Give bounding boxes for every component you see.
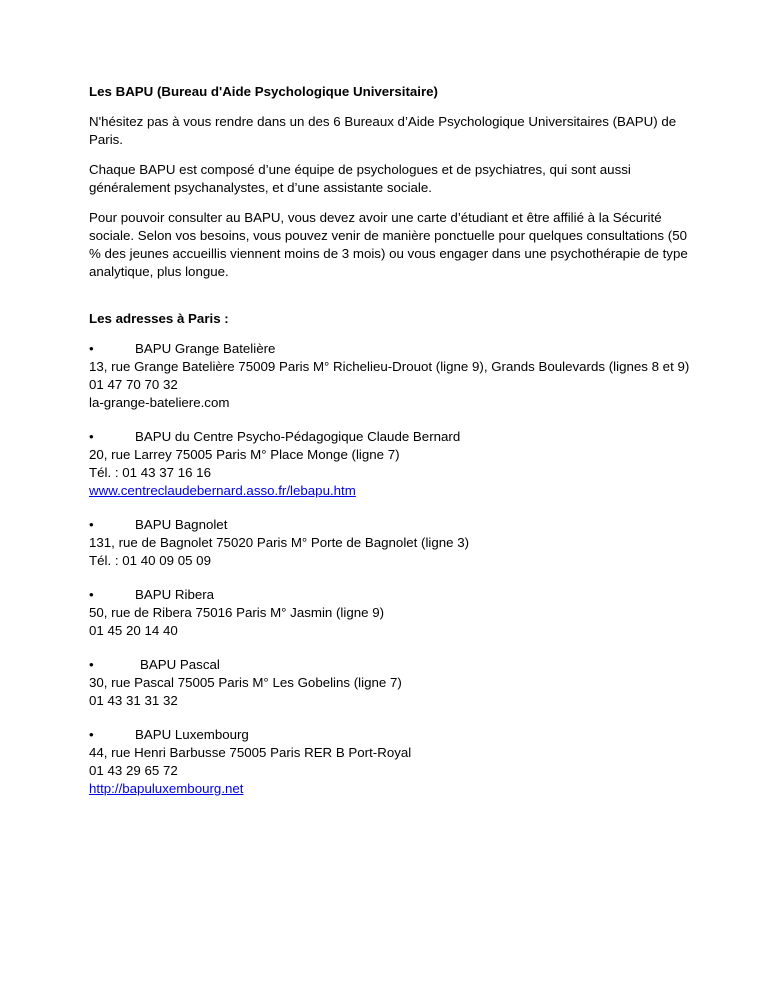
intro-paragraph: N'hésitez pas à vous rendre dans un des 6 Bureaux d’Aide Psychologique Universitaires (BAPU) de Paris. xyxy=(89,114,677,147)
entry-address: 13, rue Grange Batelière 75009 Paris M° Richelieu-Drouot (ligne 9), Grands Boulevards (lignes 8 et 9) xyxy=(89,359,690,374)
address-entry-pascal xyxy=(89,656,689,710)
entry-name: BAPU Grange Batelière xyxy=(135,341,276,356)
bullet-icon: • xyxy=(89,587,94,602)
address-entry-bagnolet xyxy=(89,516,689,570)
team-paragraph: Chaque BAPU est composé d’une équipe de psychologues et de psychiatres, qui sont aussi généralement psychanalystes, et d’une assistante sociale. xyxy=(89,162,631,195)
entry-name: BAPU Bagnolet xyxy=(135,517,228,532)
entry-address: 30, rue Pascal 75005 Paris M° Les Gobelins (ligne 7) xyxy=(89,675,402,690)
entry-phone: Tél. : 01 43 37 16 16 xyxy=(89,465,211,480)
entry-phone: 01 47 70 70 32 xyxy=(89,377,178,392)
document-page xyxy=(89,83,689,814)
entry-name: BAPU Pascal xyxy=(140,657,220,672)
entry-name: BAPU Ribera xyxy=(135,587,215,602)
entry-name-line xyxy=(89,516,689,534)
address-entry-ribera xyxy=(89,586,689,640)
entry-name-line xyxy=(89,428,689,446)
bullet-icon: • xyxy=(89,657,94,672)
entry-phone: 01 45 20 14 40 xyxy=(89,623,178,638)
entry-name: BAPU Luxembourg xyxy=(135,727,249,742)
bullet-icon: • xyxy=(89,341,94,356)
entry-address: 131, rue de Bagnolet 75020 Paris M° Porte de Bagnolet (ligne 3) xyxy=(89,535,470,550)
entry-website-link[interactable]: www.centreclaudebernard.asso.fr/lebapu.htm xyxy=(89,483,356,498)
entry-website-link[interactable]: http://bapuluxembourg.net xyxy=(89,781,244,796)
entry-address: 20, rue Larrey 75005 Paris M° Place Monge (ligne 7) xyxy=(89,447,400,462)
section-spacer xyxy=(89,293,689,310)
address-entry-grange-bateliere xyxy=(89,340,689,412)
entry-phone: Tél. : 01 40 09 05 09 xyxy=(89,553,211,568)
bullet-icon: • xyxy=(89,517,94,532)
eligibility-paragraph: Pour pouvoir consulter au BAPU, vous devez avoir une carte d’étudiant et être affilié à la Sécurité sociale. Selon vos besoins, vous pouvez venir de manière ponctuelle pour quelques consultations (50 % des jeunes accueillis viennent moins de 3 mois) ou vous engager dans une psychothérapie de type analytique, plus longue. xyxy=(89,210,688,279)
document-title: Les BAPU (Bureau d'Aide Psychologique Universitaire) xyxy=(89,84,438,99)
entry-name: BAPU du Centre Psycho-Pédagogique Claude Bernard xyxy=(135,429,461,444)
entry-name-line xyxy=(89,726,689,744)
addresses-heading: Les adresses à Paris : xyxy=(89,311,229,326)
entry-name-line xyxy=(89,656,689,674)
entry-address: 44, rue Henri Barbusse 75005 Paris RER B Port-Royal xyxy=(89,745,412,760)
bullet-icon: • xyxy=(89,429,94,444)
entry-name-line xyxy=(89,340,689,358)
entry-website: la-grange-bateliere.com xyxy=(89,395,230,410)
entry-name-line xyxy=(89,586,689,604)
entry-address: 50, rue de Ribera 75016 Paris M° Jasmin (ligne 9) xyxy=(89,605,385,620)
entry-phone: 01 43 29 65 72 xyxy=(89,763,178,778)
address-entry-luxembourg xyxy=(89,726,689,798)
address-entry-claude-bernard xyxy=(89,428,689,500)
entry-phone: 01 43 31 31 32 xyxy=(89,693,178,708)
bullet-icon: • xyxy=(89,727,94,742)
